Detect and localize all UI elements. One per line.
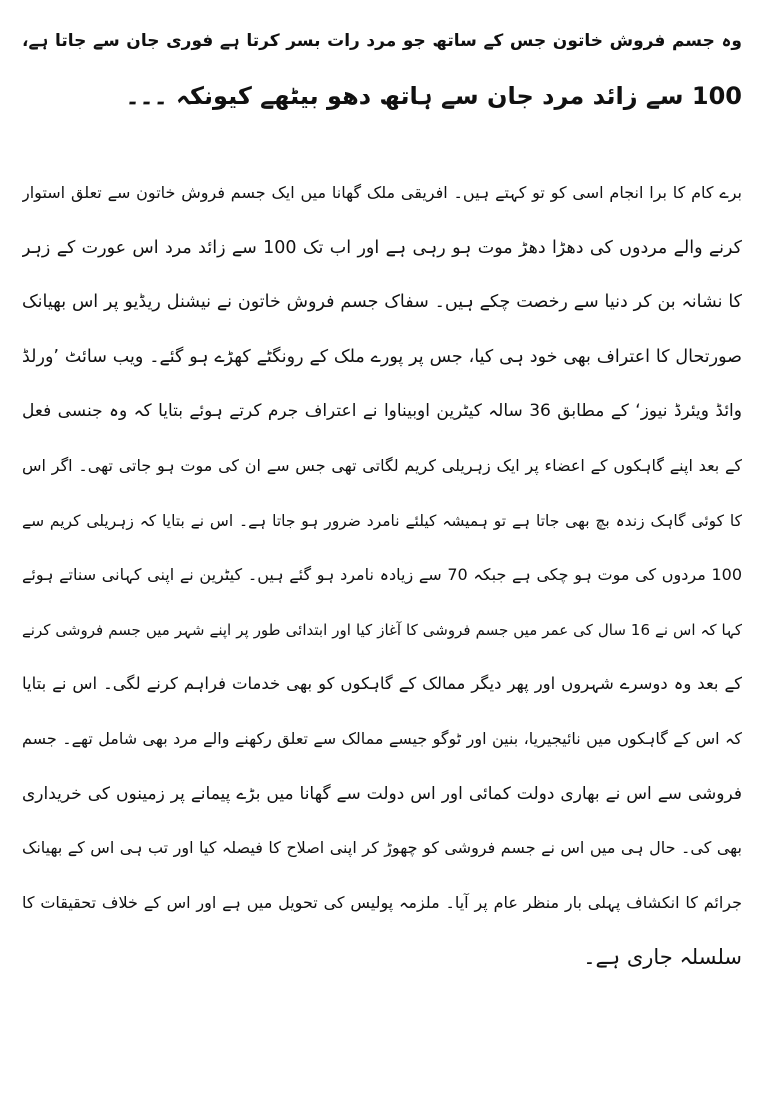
article-headline	[22, 14, 742, 124]
body-line-11: کہ اس کے گاہکوں میں نائیجیریا، بنین اور ٹوگو جیسے ممالک سے تعلق رکھنے والے مرد بھی شامل تھے۔ جسم	[22, 728, 742, 748]
body-line-9: کہا کہ اس نے 16 سال کی عمر میں جسم فروشی کا آغاز کیا اور ابتدائی طور پر اپنے شہر میں جسم فروشی کرنے	[22, 620, 742, 639]
body-line-3: کا نشانہ بن کر دنیا سے رخصت چکے ہیں۔ سفاک جسم فروش خاتون نے نیشنل ریڈیو پر اس بھیانک	[22, 292, 742, 313]
body-line-13: بھی کی۔ حال ہی میں اس نے جسم فروشی کو چھوڑ کر اپنی اصلاح کا فیصلہ کیا اور تب ہی اس کے بھیانک	[22, 838, 742, 858]
body-line-1: برے کام کا برا انجام اسی کو تو کہتے ہیں۔ افریقی ملک گھانا میں ایک جسم فروش خاتون سے تعلق استوار	[22, 183, 742, 202]
headline-line-2: 100 سے زائد مرد جان سے ہاتھ دھو بیٹھے کیونکہ ۔۔۔	[125, 82, 742, 110]
body-line-10: کے بعد وہ دوسرے شہروں اور پھر دیگر ممالک کے گاہکوں کو بھی خدمات فراہم کرنے لگی۔ اس نے بتایا	[22, 674, 742, 694]
article-body	[22, 166, 742, 985]
body-line-12: فروشی سے اس نے بھاری دولت کمائی اور اس دولت سے گھانا میں بڑے پیمانے پر زمینوں کی خریداری	[22, 783, 742, 804]
body-line-5: وائڈ ویئرڈ نیوز‘ کے مطابق 36 سالہ کیٹرین اوبیناوا نے اعتراف جرم کرتے ہوئے بتایا کہ وہ جنسی فعل	[22, 401, 742, 422]
body-line-6: کے بعد اپنے گاہکوں کے اعضاء پر ایک زہریلی کریم لگاتی تھی جس سے ان کی موت ہو جاتی تھی۔ اگر اس	[22, 455, 742, 475]
body-line-14: جرائم کا انکشاف پہلی بار منظر عام پر آیا۔ ملزمہ پولیس کی تحویل میں ہے اور اس کے خلاف تحقیقات کا	[22, 892, 742, 912]
body-line-4: صورتحال کا اعتراف بھی خود ہی کیا، جس پر پورے ملک کے رونگٹے کھڑے ہو گئے۔ ویب سائٹ ’ورلڈ	[22, 346, 742, 367]
body-line-15: سلسلہ جاری ہے۔	[583, 945, 742, 970]
body-line-8: 100 مردوں کی موت ہو چکی ہے جبکہ 70 سے زیادہ نامرد ہو گئے ہیں۔ کیٹرین نے اپنی کہانی سناتے ہوئے	[22, 565, 742, 585]
body-line-2: کرنے والے مردوں کی دھڑا دھڑ موت ہو رہی ہے اور اب تک 100 سے زائد مرد اس عورت کے زہر	[22, 237, 742, 258]
headline-line-1: وہ جسم فروش خاتون جس کے ساتھ جو مرد رات بسر کرتا ہے فوری جان سے جاتا ہے،	[22, 31, 742, 51]
body-line-7: کا کوئی گاہک زندہ بچ بھی جاتا ہے تو ہمیشہ کیلئے نامرد ضرور ہو جاتا ہے۔ اس نے بتایا کہ زہریلی کریم سے	[22, 511, 742, 530]
